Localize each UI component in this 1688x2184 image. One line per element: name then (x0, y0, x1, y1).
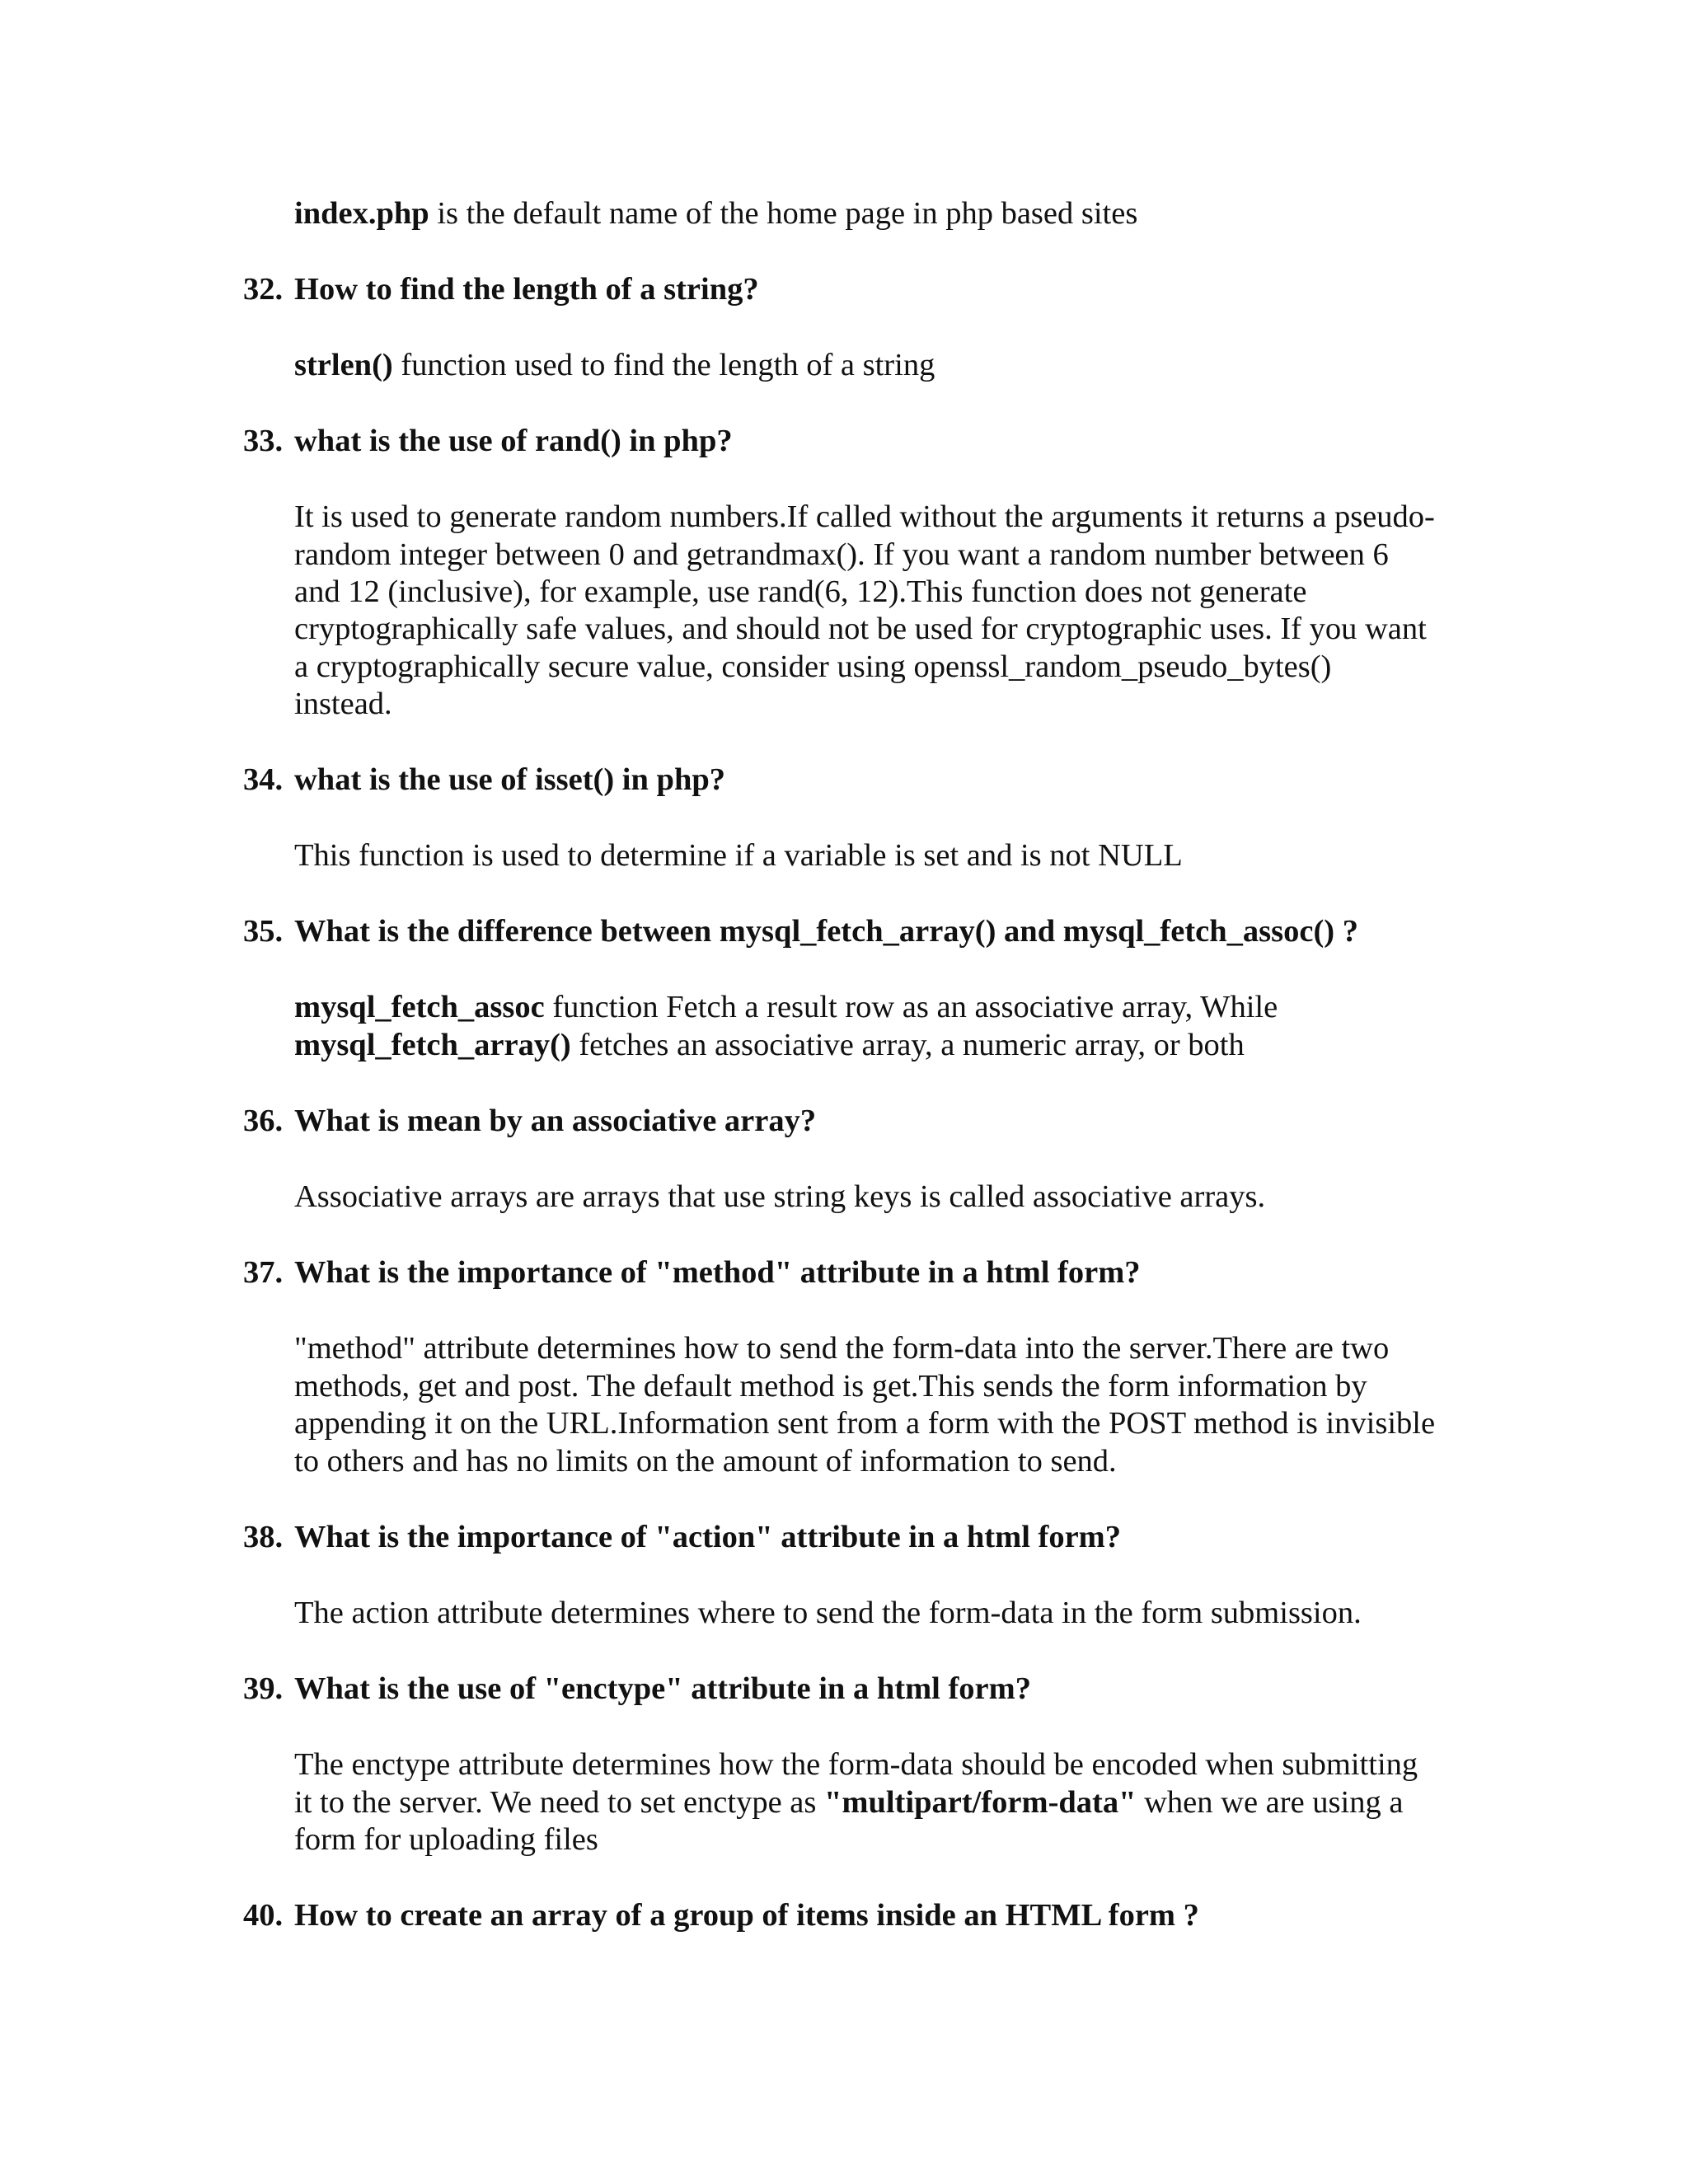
question-number: 34. (243, 762, 284, 797)
question-34 (243, 761, 725, 799)
question-35 (243, 912, 1358, 950)
answer-text: it to the server. We need to set enctype as (294, 1785, 824, 1820)
question-text: How to find the length of a string? (294, 272, 759, 307)
answer-37-line-2: methods, get and post. The default method is get.This sends the form information by (294, 1369, 1367, 1404)
answer-33-line-3: and 12 (inclusive), for example, use rand(6, 12).This function does not generate (294, 574, 1307, 609)
answer-37-line-1: "method" attribute determines how to send the form-data into the server.There are two (294, 1331, 1390, 1366)
question-number: 36. (243, 1104, 284, 1138)
answer-37-line-4: to others and has no limits on the amount of information to send. (294, 1444, 1117, 1479)
answer-38-line-1: The action attribute determines where to send the form-data in the form submission. (294, 1596, 1362, 1630)
answer-37-line-3: appending it on the URL.Information sent from a form with the POST method is invisible (294, 1406, 1436, 1441)
answer-36-line-1: Associative arrays are arrays that use string keys is called associative arrays. (294, 1179, 1266, 1214)
answer-text: fetches an associative array, a numeric array, or both (570, 1028, 1245, 1062)
answer-term: strlen() (294, 348, 393, 382)
answer-term: mysql_fetch_array() (294, 1028, 571, 1062)
intro-line (294, 194, 1137, 232)
question-text: what is the use of isset() in php? (294, 762, 726, 797)
question-text: What is the importance of "action" attribute in a html form? (294, 1520, 1121, 1554)
answer-33-line-6: instead. (294, 687, 392, 721)
question-38 (243, 1518, 1121, 1556)
answer-text: function used to find the length of a string (392, 348, 935, 382)
question-text: What is the importance of "method" attribute in a html form? (294, 1255, 1141, 1290)
answer-39-line-3: form for uploading files (294, 1822, 598, 1857)
answer-term: "multipart/form-data" (824, 1785, 1137, 1820)
answer-33-line-5: a cryptographically secure value, consider using openssl_random_pseudo_bytes() (294, 649, 1332, 684)
answer-39-line-2 (294, 1783, 1403, 1821)
answer-35-line-1 (294, 988, 1278, 1026)
question-40 (243, 1896, 1199, 1934)
question-text: what is the use of rand() in php? (294, 424, 733, 458)
question-33 (243, 422, 733, 460)
question-36 (243, 1102, 816, 1140)
question-number: 39. (243, 1671, 284, 1706)
question-32 (243, 270, 759, 308)
answer-33-line-4: cryptographically safe values, and should not be used for cryptographic uses. If you want (294, 612, 1427, 646)
answer-32 (294, 346, 935, 384)
answer-text: function Fetch a result row as an associative array, While (544, 990, 1278, 1024)
question-number: 38. (243, 1520, 284, 1554)
answer-33-line-1: It is used to generate random numbers.If called without the arguments it returns a pseudo- (294, 499, 1435, 534)
answer-33-line-2: random integer between 0 and getrandmax(). If you want a random number between 6 (294, 537, 1389, 572)
intro-text: is the default name of the home page in php based sites (429, 196, 1138, 231)
answer-39-line-1: The enctype attribute determines how the form-data should be encoded when submitting (294, 1747, 1418, 1782)
question-text: What is the use of "enctype" attribute in a html form? (294, 1671, 1031, 1706)
question-text: What is mean by an associative array? (294, 1104, 817, 1138)
answer-34-line-1: This function is used to determine if a variable is set and is not NULL (294, 838, 1183, 873)
question-37 (243, 1254, 1141, 1291)
question-number: 32. (243, 272, 284, 307)
intro-term: index.php (294, 196, 429, 231)
question-number: 33. (243, 424, 284, 458)
answer-35-line-2 (294, 1026, 1245, 1064)
question-number: 40. (243, 1898, 284, 1933)
answer-term: mysql_fetch_assoc (294, 990, 545, 1024)
question-number: 35. (243, 914, 284, 949)
answer-text: when we are using a (1136, 1785, 1404, 1820)
question-text: What is the difference between mysql_fetch_array() and mysql_fetch_assoc() ? (294, 914, 1358, 949)
question-39 (243, 1670, 1031, 1708)
question-text: How to create an array of a group of items inside an HTML form ? (294, 1898, 1199, 1933)
question-number: 37. (243, 1255, 284, 1290)
